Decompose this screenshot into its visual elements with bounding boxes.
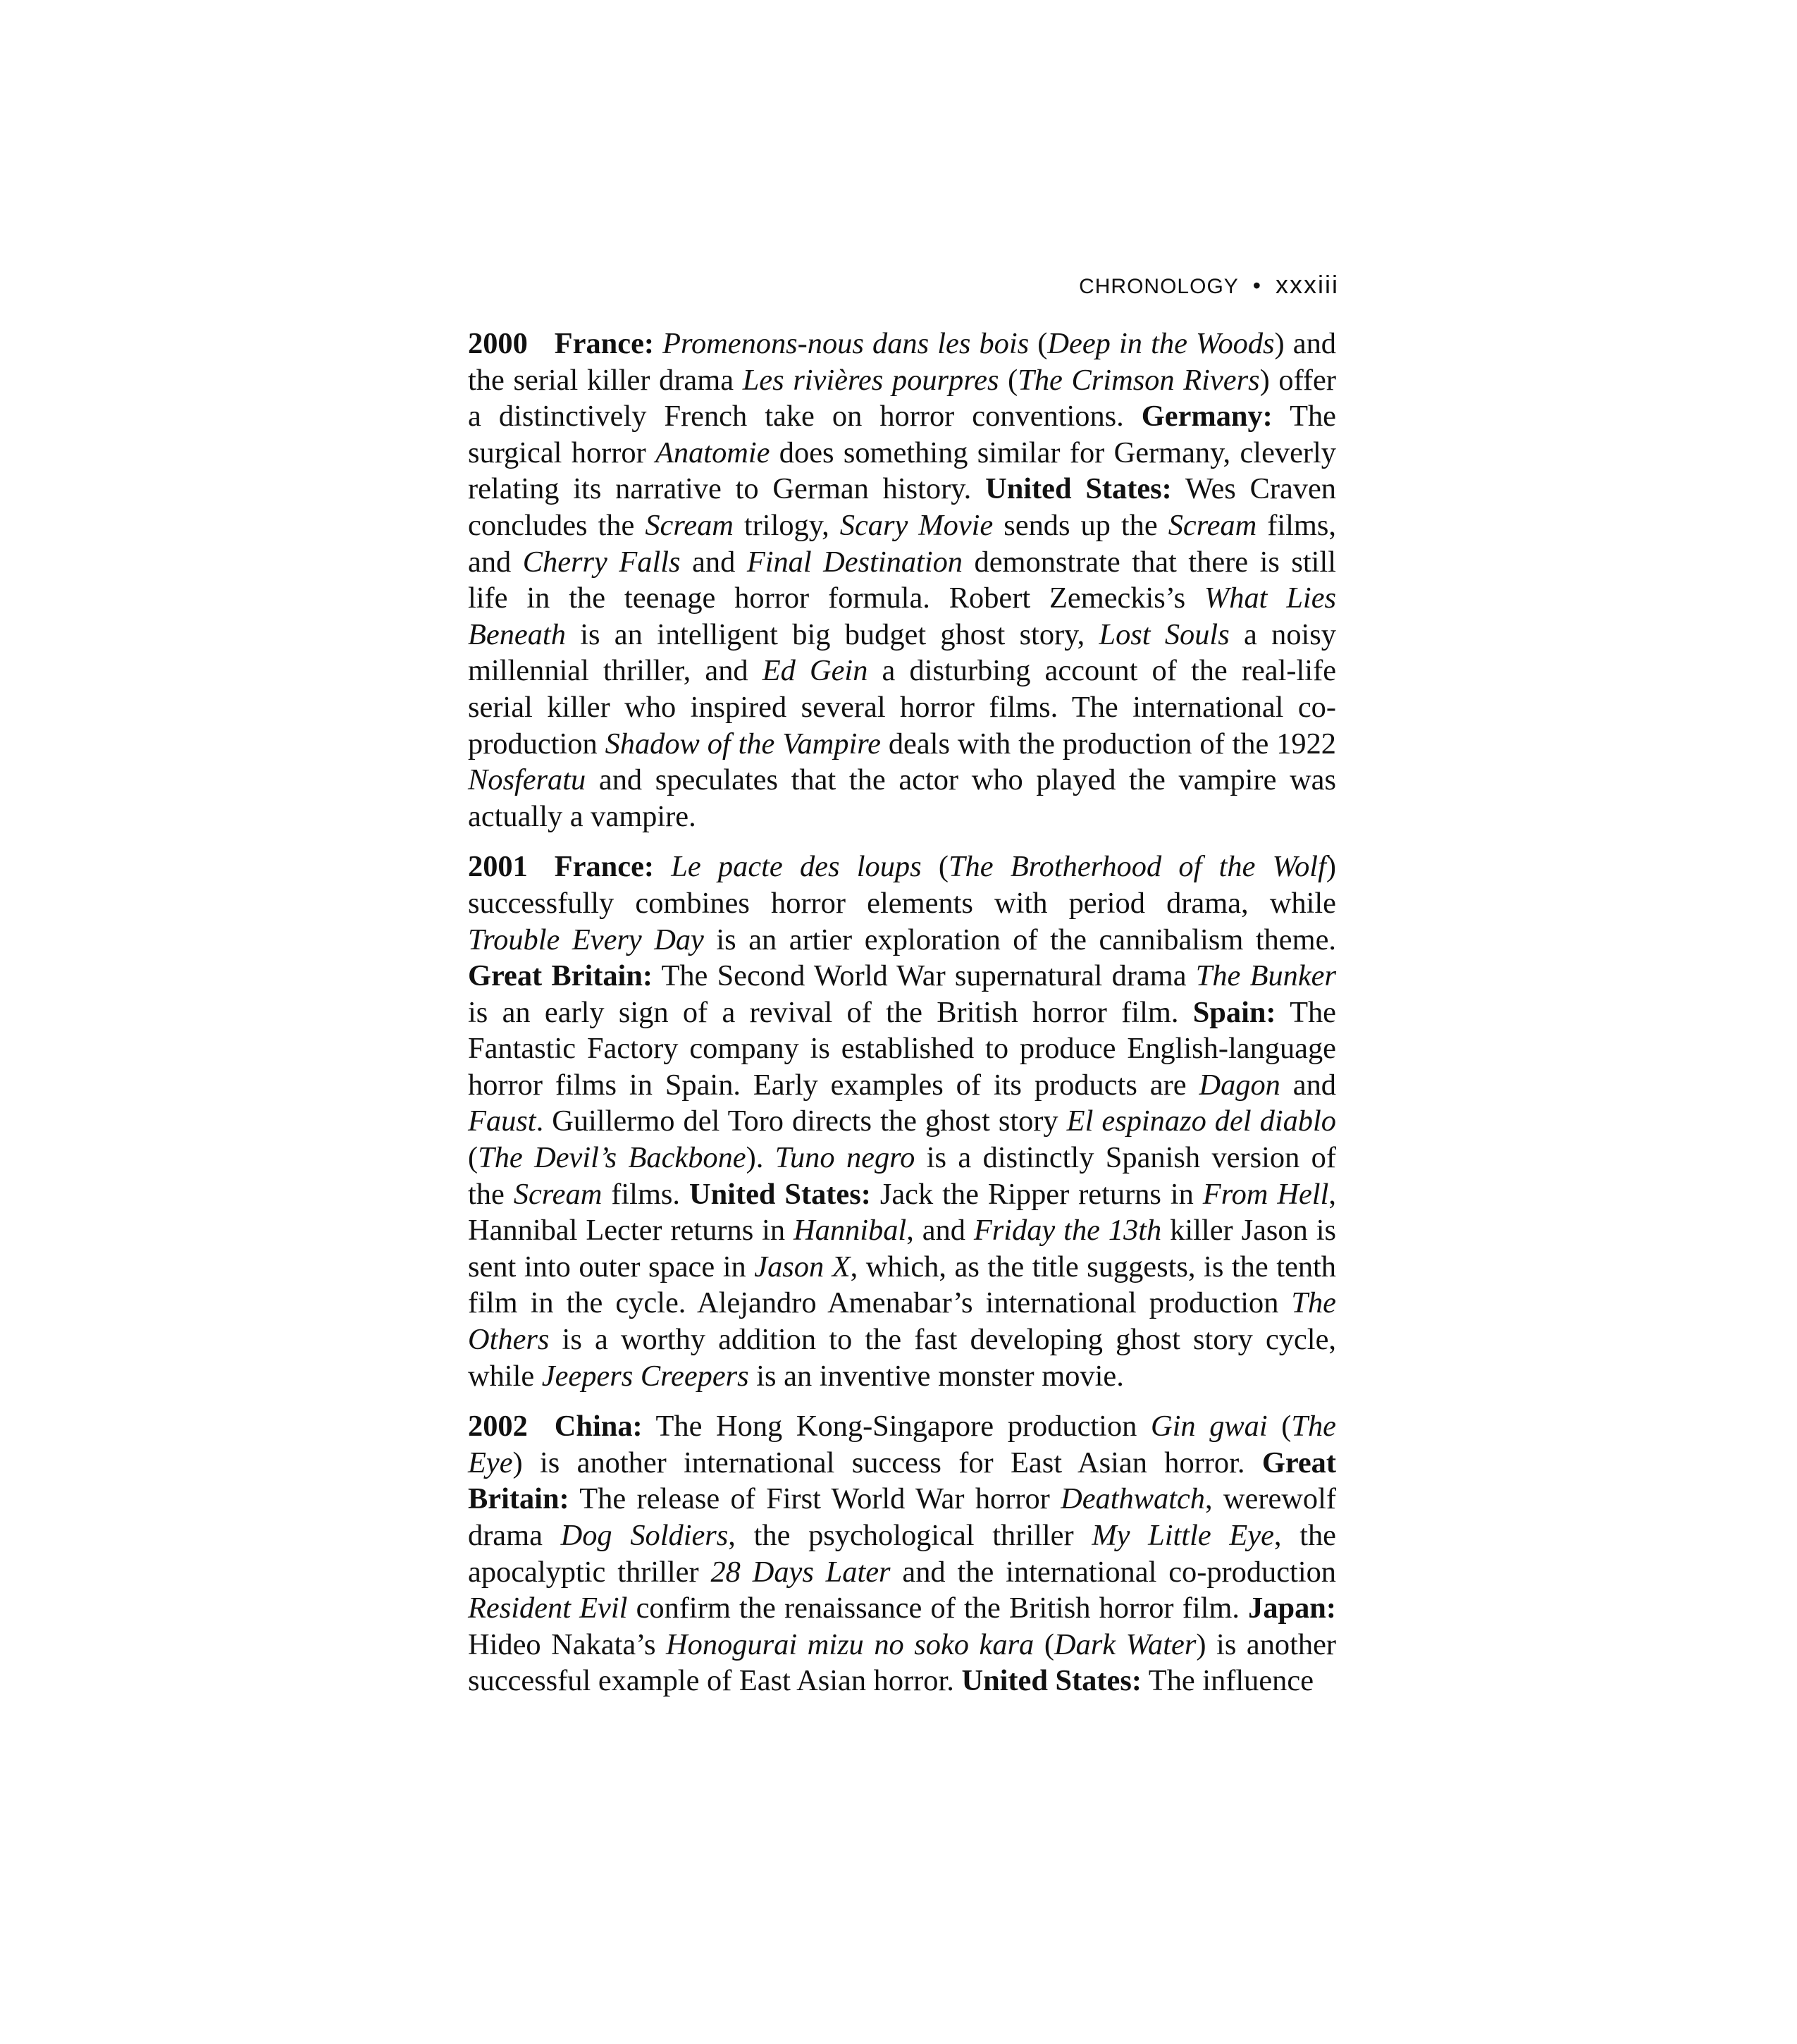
body-text: demonstrate that there is still life in the teenage horror formula. Robert Zemeckis’s — [468, 545, 1337, 615]
film-title: 28 Days Later — [710, 1555, 891, 1589]
country-label: France: — [554, 850, 655, 884]
body-text: Jack the Ripper returns in — [870, 1177, 1203, 1211]
film-title: Dark Water — [1054, 1627, 1197, 1661]
body-text: ) is another successful example of East Asian horror. — [468, 1627, 1336, 1698]
film-title: Lost Souls — [1099, 617, 1230, 651]
body-text: , werewolf drama — [468, 1482, 1336, 1552]
body-text: , Hannibal Lecter returns in — [468, 1177, 1336, 1248]
body-text: ( — [999, 363, 1018, 397]
body-text: films. — [602, 1177, 689, 1211]
body-text: sends up the — [993, 508, 1168, 542]
film-title: Cherry Falls — [522, 545, 681, 579]
body-text: and — [1280, 1068, 1336, 1102]
body-text: is an early sign of a revival of the British horror film. — [468, 995, 1193, 1029]
body-text: ) offer a distinctively French take on horror conventions. — [468, 363, 1336, 433]
film-title: Jason X — [754, 1250, 851, 1283]
body-text: The Fantastic Factory company is established to produce English-language horror films in Spain. Early examples of its products are — [468, 995, 1336, 1102]
chronology-entry — [468, 326, 1336, 835]
running-head — [465, 269, 1339, 302]
body-text: and speculates that the actor who played the vampire was actually a vampire. — [468, 763, 1336, 833]
body-text: The surgical horror — [468, 400, 1336, 469]
body-text — [654, 850, 671, 883]
film-title: The Bunker — [1195, 959, 1336, 993]
country-label: Great Britain: — [468, 1446, 1336, 1516]
body-text: The influence — [1141, 1664, 1314, 1698]
film-title: Deathwatch — [1061, 1482, 1205, 1516]
section-title: CHRONOLOGY — [1079, 275, 1239, 298]
body-text: ) successfully combines horror elements with period drama, while — [468, 850, 1336, 920]
film-title: Dog Soldiers — [560, 1519, 729, 1552]
entry-year: 2000 — [468, 327, 528, 360]
body-text: confirm the renaissance of the British horror film. — [627, 1592, 1249, 1625]
body-text: ) is another international success for East Asian horror. — [512, 1446, 1262, 1479]
film-title: El espinazo del diablo — [1066, 1104, 1336, 1138]
film-title: Friday the 13th — [973, 1214, 1162, 1248]
body-text: The release of First World War horror — [569, 1482, 1061, 1516]
body-text: ). — [746, 1141, 775, 1175]
chronology-entry — [468, 1408, 1336, 1699]
country-label: United States: — [688, 1177, 871, 1211]
film-title: What Lies Beneath — [468, 581, 1337, 651]
film-title: Promenons-nous dans les bois — [662, 327, 1030, 360]
country-label: Germany: — [1141, 400, 1273, 433]
film-title: Resident Evil — [468, 1592, 628, 1625]
film-title: Ed Gein — [762, 654, 868, 688]
body-text: deals with the production of the 1922 — [880, 727, 1336, 761]
bullet-separator: • — [1252, 273, 1261, 298]
film-title: My Little Eye — [1092, 1519, 1274, 1552]
body-text: is a worthy addition to the fast developing ghost story cycle, while — [468, 1323, 1336, 1393]
film-title: Scary Movie — [839, 508, 994, 542]
body-text: , which, as the title suggests, is the tenth film in the cycle. Alejandro Amenabar’s international production — [468, 1250, 1337, 1320]
entry-year: 2002 — [468, 1410, 528, 1443]
chronology-body — [468, 326, 1336, 1713]
body-text: is a distinctly Spanish version of the — [468, 1141, 1336, 1211]
body-text: The Hong Kong-Singapore production — [642, 1410, 1151, 1443]
body-text: is an artier exploration of the cannibalism theme. — [703, 923, 1336, 956]
body-text: films, and — [468, 508, 1337, 579]
film-title: Deep in the Woods — [1047, 327, 1275, 360]
body-text: and the international co-production — [890, 1555, 1336, 1589]
body-text — [654, 327, 662, 360]
body-text: ( — [1029, 327, 1048, 360]
body-text: ( — [468, 1141, 478, 1175]
body-text: does something similar for Germany, cleverly relating its narrative to German history. — [468, 436, 1336, 506]
country-label: China: — [554, 1410, 643, 1443]
film-title: The Crimson Rivers — [1018, 363, 1260, 397]
body-text: a disturbing account of the real-life serial killer who inspired several horror films. The international co-production — [468, 654, 1337, 761]
film-title: Anatomie — [655, 436, 770, 469]
film-title: Hannibal — [793, 1214, 907, 1248]
film-title: The Devil’s Backbone — [478, 1141, 746, 1175]
film-title: Final Destination — [746, 545, 963, 579]
body-text: ( — [1267, 1410, 1292, 1443]
film-title: Honogurai mizu no soko kara — [666, 1627, 1035, 1661]
film-title: Scream — [645, 508, 734, 542]
film-title: Scream — [1168, 508, 1257, 542]
film-title: Shadow of the Vampire — [605, 727, 881, 761]
body-text: killer Jason is sent into outer space in — [468, 1214, 1336, 1283]
body-text: ( — [1034, 1627, 1054, 1661]
country-label: Great Britain: — [468, 959, 653, 993]
country-label: Japan: — [1248, 1592, 1336, 1625]
body-text: ) and the serial killer drama — [468, 327, 1336, 397]
body-text: ( — [921, 850, 949, 884]
film-title: Les rivières pourpres — [742, 363, 999, 397]
entry-year: 2001 — [468, 850, 528, 884]
film-title: From Hell — [1202, 1177, 1329, 1211]
film-title: Le pacte des loups — [671, 850, 922, 884]
film-title: The Brotherhood of the Wolf — [948, 850, 1326, 884]
film-title: Scream — [513, 1177, 603, 1211]
film-title: Nosferatu — [468, 763, 586, 797]
film-title: Jeepers Creepers — [541, 1359, 749, 1393]
country-label: France: — [554, 327, 655, 360]
film-title: Dagon — [1199, 1068, 1280, 1102]
body-text: , the psychological thriller — [728, 1519, 1092, 1552]
body-text: Hideo Nakata’s — [468, 1627, 667, 1661]
film-title: The Eye — [468, 1410, 1336, 1479]
country-label: United States: — [961, 1664, 1142, 1698]
film-title: Tuno negro — [774, 1141, 915, 1175]
body-text: . Guillermo del Toro directs the ghost story — [536, 1104, 1067, 1138]
page-number: xxxiii — [1276, 270, 1339, 299]
body-text: a noisy millennial thriller, and — [468, 617, 1336, 688]
body-text: trilogy, — [733, 508, 840, 542]
film-title: Gin gwai — [1150, 1410, 1268, 1443]
body-text: , and — [906, 1214, 974, 1248]
body-text: The Second World War supernatural drama — [653, 959, 1196, 993]
body-text: and — [680, 545, 747, 579]
country-label: United States: — [985, 472, 1172, 506]
film-title: Faust — [468, 1104, 536, 1138]
country-label: Spain: — [1192, 995, 1276, 1029]
body-text: Wes Craven concludes the — [468, 472, 1336, 542]
body-text: is an intelligent big budget ghost story, — [565, 617, 1099, 651]
film-title: Trouble Every Day — [468, 923, 704, 956]
body-text: , the apocalyptic thriller — [468, 1519, 1337, 1589]
body-text: is an inventive monster movie. — [748, 1359, 1124, 1393]
film-title: The Others — [468, 1286, 1336, 1357]
chronology-entry — [468, 849, 1336, 1394]
